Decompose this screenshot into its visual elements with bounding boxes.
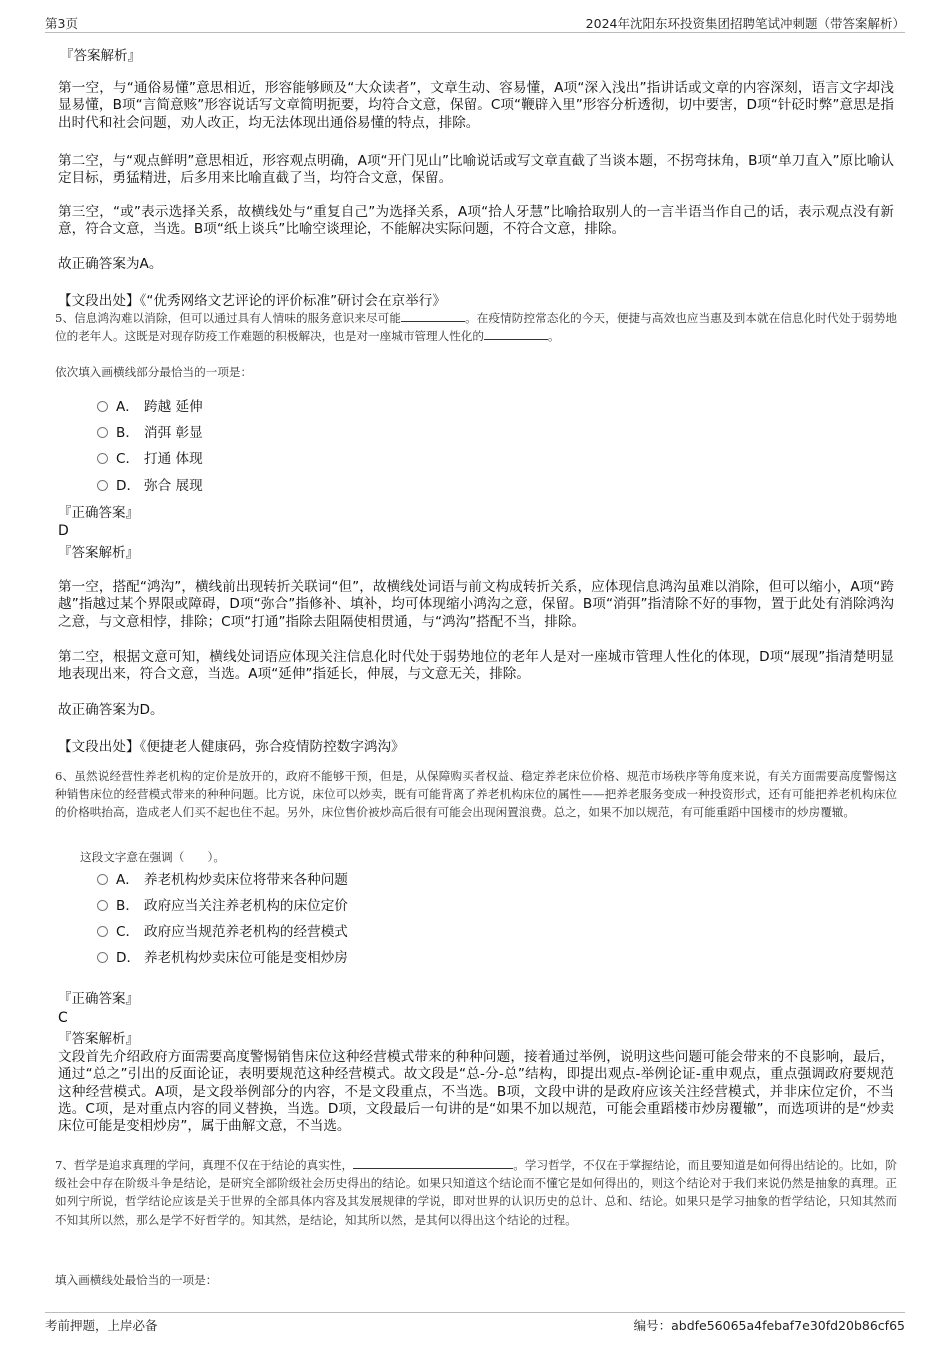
radio-icon[interactable]	[97, 453, 108, 464]
q7-question: 7、哲学是追求真理的学问，真理不仅在于结论的真实性， 。学习哲学，不仅在于掌握结论，而且要知道是如何得出结论的。比如，阶级社会中存在阶级斗争是结论，是研究全部阶级社会历史得出的结论。如果只知道这个结论而不懂它是如何得出的，则这个结论对于我们来说仍然是抽象的真理。正如列宁所说，哲学结论应该是关于世界的全部具体内容及其发展规律的学说，即对世界的认识历史的总计、总和、结论。如果只是学习抽象的哲学结论，只知其然而不知其所以然，那么是学不好哲学的。知其然，是结论，知其所以然，是其何以得出这个结论的过程。	[55, 1158, 897, 1227]
q4-analysis-p2: 第二空，与“观点鲜明”意思相近，形容观点明确，A项“开门见山”比喻说话或写文章直截了当谈本题，不拐弯抹角，B项“单刀直入”原比喻认定目标，勇猛精进，后多用来比喻直截了当，均符合文意，保留。	[58, 153, 894, 187]
page-footer	[45, 1312, 905, 1335]
q4-conclusion: 故正确答案为A。	[58, 256, 163, 272]
q4-analysis-p1: 第一空，与“通俗易懂”意思相近，形容能够顾及“大众读者”，文章生动、容易懂，A项“深入浅出”指讲话或文章的内容深刻，语言文字却浅显易懂，B项“言简意赅”形容说话写文章简明扼要，均符合文意，保留。C项“鞭辟入里”形容分析透彻，切中要害，D项“针砭时弊”意思是指出时代和社会问题，劝人改正，均无法体现出通俗易懂的特点，排除。	[58, 80, 894, 131]
q6-prompt: 这段文字意在强调（ ）。	[80, 850, 225, 864]
q5-prompt: 依次填入画横线部分最恰当的一项是：	[55, 365, 253, 379]
q6-analysis: 文段首先介绍政府方面需要高度警惕销售床位这种经营模式带来的种种问题，接着通过举例，说明这些问题可能会带来的不良影响，最后，通过“总之”引出的反面论证，表明要规范这种经营模式。故文段是“总-分-总”结构，即提出观点-举例论证-重申观点，重点强调政府要规范这种经营模式。A项，是文段举例部分的内容，不是文段重点，不当选。B项，文段中讲的是政府应该关注经营模式，并非床位定价，不当选。C项，是对重点内容的同义替换，当选。D项，文段最后一句讲的是“如果不加以规范，可能会重蹈楼市炒房覆辙”，而选项讲的是“炒卖床位可能是变相炒房”，属于曲解文意，不当选。	[58, 1049, 894, 1135]
q6-question: 6、虽然说经营性养老机构的定价是放开的，政府不能够干预，但是，从保障购买者权益、稳定养老床位价格、规范市场秩序等角度来说，有关方面需要高度警惕这种销售床位的经营模式带来的种种问题。比方说，床位可以炒卖，既有可能背离了养老机构床位的属性——把养老服务变成一种投资形式，还有可能把养老机构床位的价格哄抬高，造成老人们买不起也住不起。另外，床位售价被炒高后很有可能会出现闲置浪费。总之，如果不加以规范，有可能重蹈中国楼市的炒房覆辙。	[55, 769, 897, 820]
q5-source: 【文段出处】《便捷老人健康码，弥合疫情防控数字鸿沟》	[58, 739, 405, 755]
radio-icon[interactable]	[97, 874, 108, 885]
radio-icon[interactable]	[97, 952, 108, 963]
q5-blank-1	[401, 309, 465, 322]
q5-analysis-p1: 第一空，搭配“鸿沟”，横线前出现转折关联词“但”，故横线处词语与前文构成转折关系，应体现信息鸿沟虽难以消除，但可以缩小，A项“跨越”指越过某个界限或障碍，D项“弥合”指修补、填补，均可体现缩小鸿沟之意，保留。B项“消弭”指清除不好的事物，置于此处有消除鸿沟之意，与文意相悖，排除；C项“打通”指除去阻隔使相贯通，与“鸿沟”搭配不当，排除。	[58, 579, 894, 630]
q5-option-c[interactable]: C． 打通 体现	[97, 450, 203, 468]
q5-correct-label: 『正确答案』	[58, 505, 139, 521]
document-title: 2024年沈阳东环投资集团招聘笔试冲刺题（带答案解析）	[585, 16, 905, 31]
q6-option-a[interactable]: A． 养老机构炒卖床位将带来各种问题	[97, 871, 348, 889]
page-header	[45, 12, 905, 33]
q4-source: 【文段出处】《“优秀网络文艺评论的评价标准”研讨会在京举行》	[58, 293, 446, 309]
q5-question: 5、信息鸿沟难以消除，但可以通过具有人情味的服务意识来尽可能 。在疫情防控常态化的今天，便捷与高效也应当惠及到本就在信息化时代处于弱势地位的老年人。这既是对现存防疫工作难题的积极解决，也是对一座城市管理人性化的 。	[55, 311, 897, 344]
q5-blank-2	[484, 327, 548, 340]
radio-icon[interactable]	[97, 401, 108, 412]
radio-icon[interactable]	[97, 900, 108, 911]
q7-blank	[353, 1156, 513, 1169]
q5-option-a[interactable]: A． 跨越 延伸	[97, 398, 203, 416]
q6-option-b[interactable]: B． 政府应当关注养老机构的床位定价	[97, 897, 348, 915]
document-code: 编号：abdfe56065a4febaf7e30fd20b86cf65	[633, 1318, 905, 1333]
q5-option-b[interactable]: B． 消弭 彰显	[97, 424, 203, 442]
radio-icon[interactable]	[97, 926, 108, 937]
q6-option-d[interactable]: D． 养老机构炒卖床位可能是变相炒房	[97, 949, 348, 967]
radio-icon[interactable]	[97, 427, 108, 438]
radio-icon[interactable]	[97, 480, 108, 491]
q5-analysis-p2: 第二空，根据文意可知，横线处词语应体现关注信息化时代处于弱势地位的老年人是对一座城市管理人性化的体现，D项“展现”指清楚明显地表现出来，符合文意，当选。A项“延伸”指延长，伸展，与文意无关，排除。	[58, 649, 894, 683]
q4-analysis-p3: 第三空，“或”表示选择关系，故横线处与“重复自己”为选择关系，A项“拾人牙慧”比喻拾取别人的一言半语当作自己的话，表示观点没有新意，符合文意，当选。B项“纸上谈兵”比喻空谈理论，不能解决实际问题，不符合文意，排除。	[58, 204, 894, 238]
q6-option-c[interactable]: C． 政府应当规范养老机构的经营模式	[97, 923, 348, 941]
q5-conclusion: 故正确答案为D。	[58, 702, 164, 718]
q7-prompt: 填入画横线处最恰当的一项是：	[55, 1273, 218, 1287]
q5-option-d[interactable]: D． 弥合 展现	[97, 477, 203, 495]
q6-correct-label: 『正确答案』	[58, 991, 139, 1007]
q6-correct-answer: C	[58, 1010, 68, 1026]
q6-analysis-label: 『答案解析』	[58, 1031, 139, 1047]
q4-analysis-label: 『答案解析』	[60, 48, 141, 64]
footer-slogan: 考前押题，上岸必备	[45, 1318, 158, 1333]
q5-correct-answer: D	[58, 523, 69, 539]
q5-analysis-label: 『答案解析』	[58, 545, 139, 561]
page-number: 第3页	[45, 16, 78, 31]
